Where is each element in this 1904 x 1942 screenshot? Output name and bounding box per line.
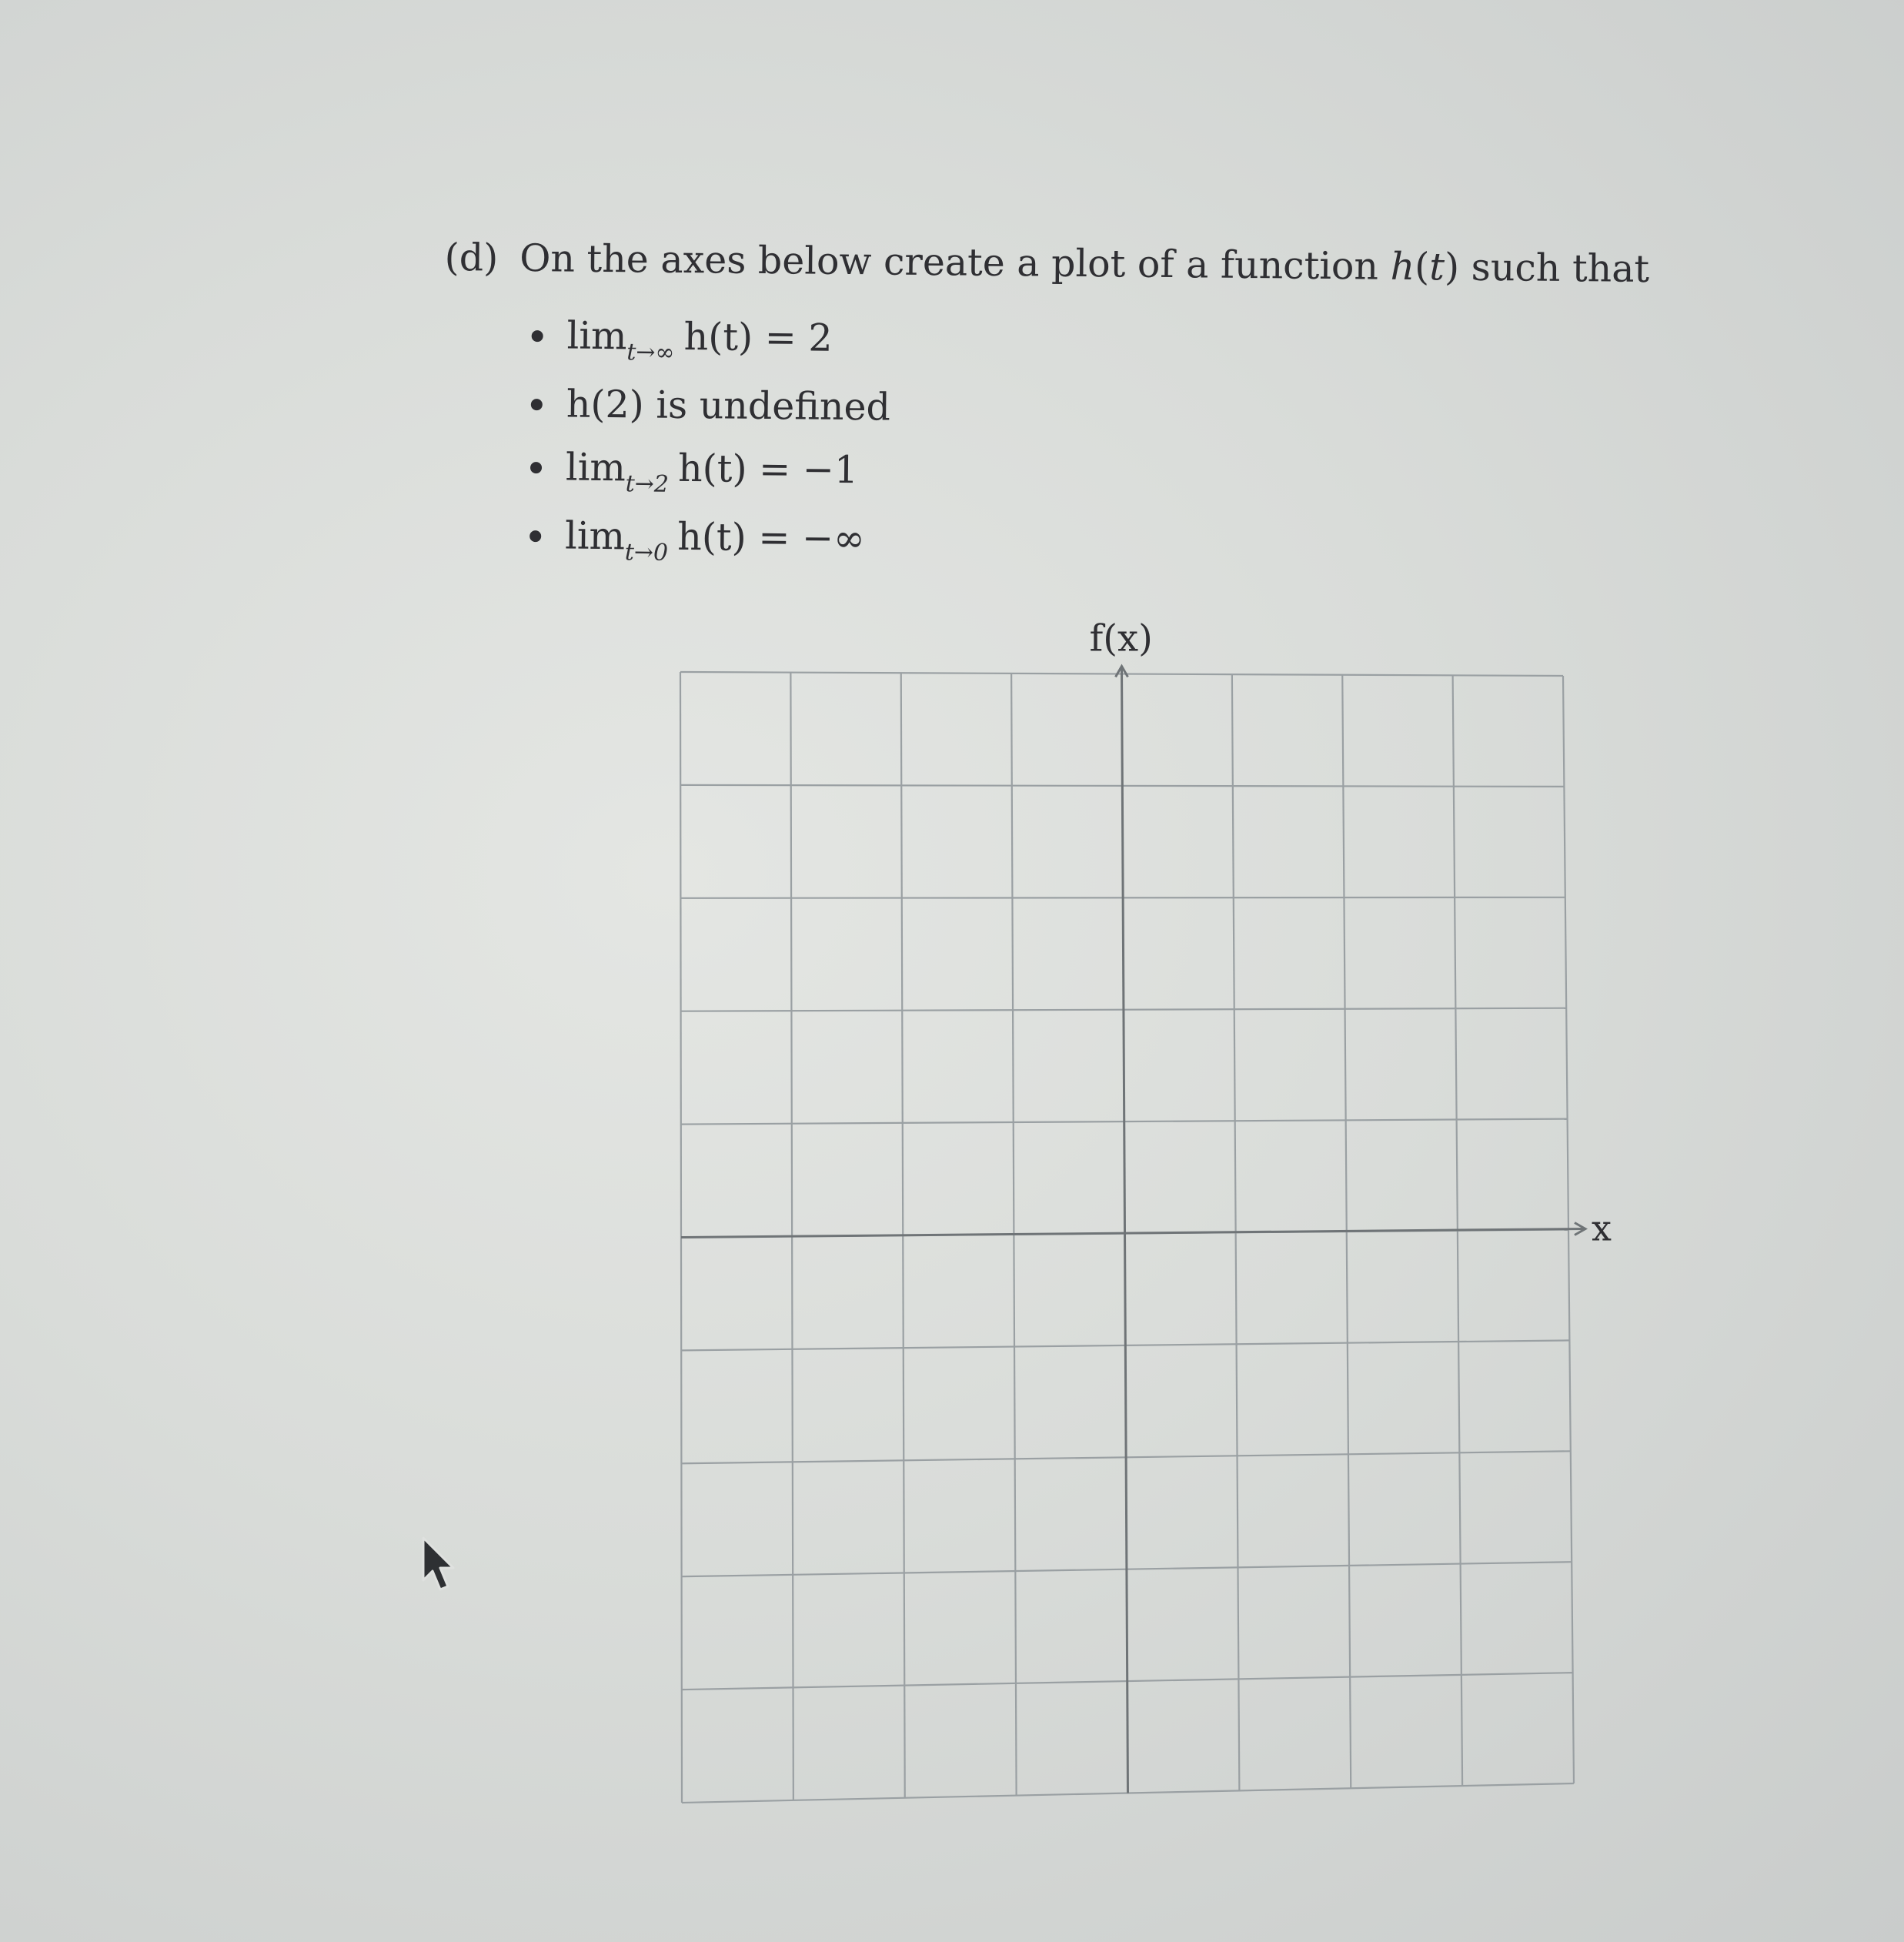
condition-expression: h(2) is undefined <box>566 382 891 430</box>
limit-prefix: lim <box>564 513 626 559</box>
limit-subscript: t→∞ <box>626 339 675 366</box>
function-variable: t <box>1429 245 1445 289</box>
x-axis <box>681 1229 1584 1238</box>
limit-prefix: lim <box>565 445 626 490</box>
prompt-text-after: such that <box>1471 245 1650 292</box>
problem-prompt: (d) On the axes below create a plot of a function h(t) such that <box>444 235 1650 292</box>
condition-expression: h(t) = −∞ <box>677 514 866 561</box>
x-axis-label: x <box>1592 1207 1612 1249</box>
mouse-pointer-icon <box>419 1536 473 1597</box>
limit-prefix: lim <box>566 313 627 359</box>
function-name: h <box>1390 244 1415 289</box>
problem-label: (d) <box>444 235 499 280</box>
condition-expression: h(t) = 2 <box>683 314 833 360</box>
y-axis <box>1122 668 1128 1793</box>
condition-expression: h(t) = −1 <box>677 446 859 493</box>
limit-subscript: t→0 <box>624 539 669 567</box>
prompt-text-before: On the axes below create a plot of a function <box>519 236 1379 289</box>
limit-subscript: t→2 <box>625 470 670 498</box>
y-axis-label: f(x) <box>1089 617 1153 660</box>
